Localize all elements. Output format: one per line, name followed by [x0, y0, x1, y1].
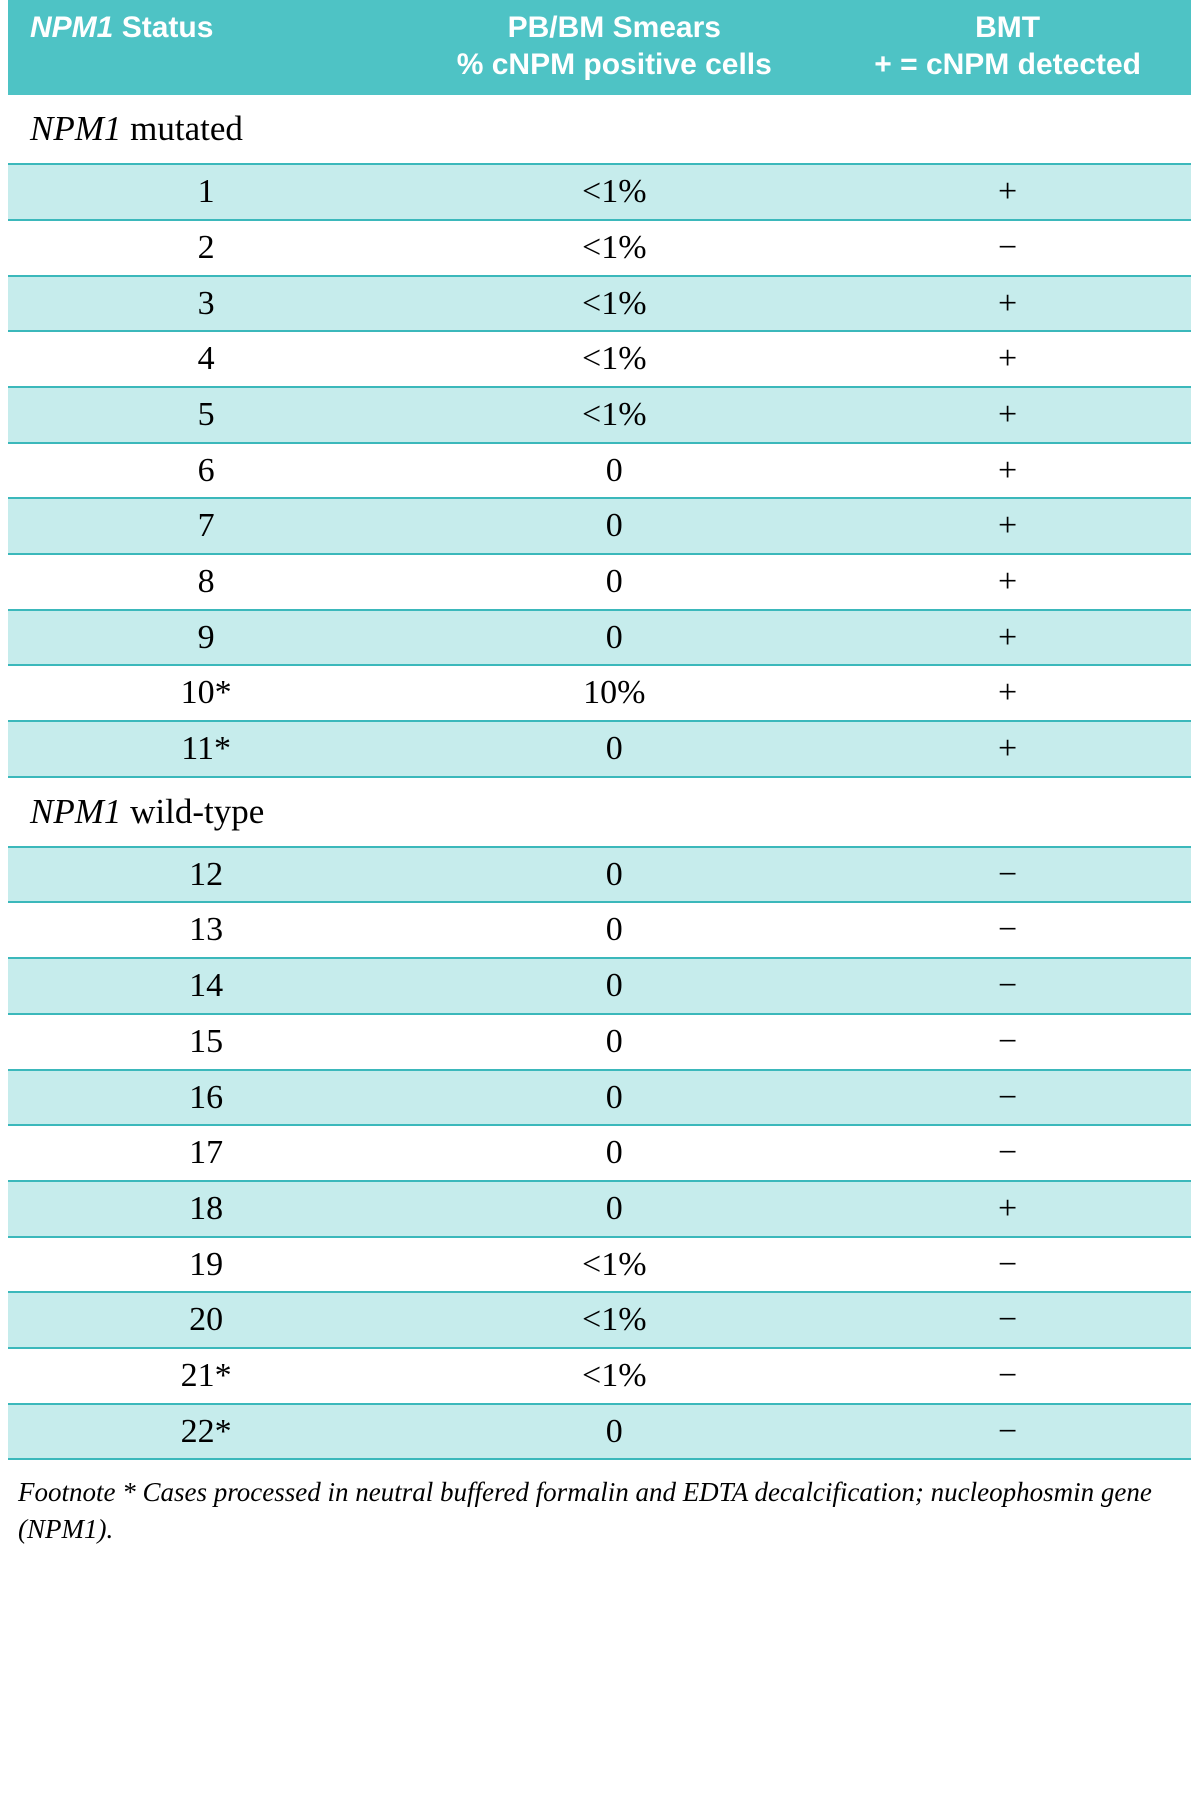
cell-smear-percent: 0: [404, 958, 824, 1014]
cell-smear-percent: <1%: [404, 1237, 824, 1293]
cell-smear-percent: 0: [404, 554, 824, 610]
table-row: [8, 331, 1191, 387]
group-label: [8, 95, 1191, 164]
table-row: [8, 220, 1191, 276]
cell-case-number: 20: [8, 1292, 404, 1348]
cell-smear-percent: 0: [404, 498, 824, 554]
cell-smear-percent: 0: [404, 721, 824, 777]
cell-bmt-result: −: [824, 1292, 1191, 1348]
group-label-rest: mutated: [121, 109, 243, 149]
cell-smear-percent: <1%: [404, 220, 824, 276]
cell-case-number: 22*: [8, 1404, 404, 1460]
cell-case-number: 3: [8, 276, 404, 332]
cell-bmt-result: −: [824, 1237, 1191, 1293]
group-label-rest: wild-type: [121, 791, 265, 831]
table-row: [8, 1348, 1191, 1404]
table-row: [8, 276, 1191, 332]
cell-bmt-result: +: [824, 443, 1191, 499]
cell-smear-percent: 0: [404, 610, 824, 666]
cell-smear-percent: 0: [404, 1125, 824, 1181]
table-row: [8, 498, 1191, 554]
cell-case-number: 8: [8, 554, 404, 610]
cell-bmt-result: +: [824, 164, 1191, 220]
group-label: [8, 777, 1191, 847]
table-row: [8, 387, 1191, 443]
cell-case-number: 16: [8, 1070, 404, 1126]
cell-case-number: 15: [8, 1014, 404, 1070]
cell-bmt-result: +: [824, 387, 1191, 443]
table-row: [8, 847, 1191, 903]
cell-bmt-result: +: [824, 721, 1191, 777]
group-header-row: [8, 777, 1191, 847]
cell-smear-percent: <1%: [404, 331, 824, 387]
cell-bmt-result: −: [824, 958, 1191, 1014]
header-sub-bmt: + = cNPM detected: [874, 47, 1141, 81]
header-italic-npm1: NPM1: [30, 11, 114, 44]
cell-case-number: 4: [8, 331, 404, 387]
cell-smear-percent: 10%: [404, 665, 824, 721]
table-row: [8, 1070, 1191, 1126]
table-row: [8, 443, 1191, 499]
table-row: [8, 164, 1191, 220]
table-row: [8, 1181, 1191, 1237]
cell-bmt-result: +: [824, 331, 1191, 387]
header-rest-status: Status: [113, 11, 214, 44]
group-label-italic: NPM1: [30, 791, 122, 831]
cell-case-number: 5: [8, 387, 404, 443]
table-row: [8, 610, 1191, 666]
cell-case-number: 10*: [8, 665, 404, 721]
cell-smear-percent: 0: [404, 1181, 824, 1237]
cell-bmt-result: +: [824, 1181, 1191, 1237]
group-header-row: [8, 95, 1191, 164]
cell-case-number: 18: [8, 1181, 404, 1237]
cell-bmt-result: +: [824, 498, 1191, 554]
npm1-status-table: [8, 0, 1191, 1460]
cell-case-number: 6: [8, 443, 404, 499]
cell-case-number: 12: [8, 847, 404, 903]
cell-smear-percent: 0: [404, 1014, 824, 1070]
column-header-pb-bm-smears: [404, 0, 824, 95]
table-row: [8, 1125, 1191, 1181]
cell-bmt-result: +: [824, 665, 1191, 721]
header-row: [8, 0, 1191, 95]
cell-bmt-result: −: [824, 1014, 1191, 1070]
header-rest-bmt: BMT: [975, 11, 1041, 44]
cell-case-number: 9: [8, 610, 404, 666]
cell-case-number: 13: [8, 902, 404, 958]
cell-case-number: 14: [8, 958, 404, 1014]
header-rest-smears: PB/BM Smears: [507, 11, 721, 44]
cell-bmt-result: −: [824, 220, 1191, 276]
cell-case-number: 17: [8, 1125, 404, 1181]
cell-case-number: 1: [8, 164, 404, 220]
cell-case-number: 7: [8, 498, 404, 554]
cell-smear-percent: <1%: [404, 1292, 824, 1348]
cell-smear-percent: <1%: [404, 164, 824, 220]
column-header-npm1-status: [8, 0, 404, 95]
cell-smear-percent: <1%: [404, 387, 824, 443]
cell-smear-percent: <1%: [404, 1348, 824, 1404]
table-row: [8, 554, 1191, 610]
cell-bmt-result: −: [824, 1070, 1191, 1126]
cell-case-number: 2: [8, 220, 404, 276]
cell-smear-percent: <1%: [404, 276, 824, 332]
cell-bmt-result: −: [824, 1125, 1191, 1181]
table-row: [8, 958, 1191, 1014]
table-body: [8, 95, 1191, 1459]
cell-bmt-result: −: [824, 902, 1191, 958]
cell-smear-percent: 0: [404, 902, 824, 958]
cell-bmt-result: +: [824, 554, 1191, 610]
header-sub-smears: % cNPM positive cells: [456, 47, 772, 81]
table-row: [8, 1237, 1191, 1293]
table-row: [8, 665, 1191, 721]
table-footnote: Footnote * Cases processed in neutral buffered formalin and EDTA decalcification; nucleophosmin gene (NPM1).: [18, 1477, 1152, 1544]
table-row: [8, 721, 1191, 777]
cell-case-number: 19: [8, 1237, 404, 1293]
cell-bmt-result: −: [824, 847, 1191, 903]
table-row: [8, 1404, 1191, 1460]
table-row: [8, 1292, 1191, 1348]
cell-case-number: 11*: [8, 721, 404, 777]
table-row: [8, 1014, 1191, 1070]
table-header: [8, 0, 1191, 95]
cell-bmt-result: −: [824, 1348, 1191, 1404]
cell-smear-percent: 0: [404, 847, 824, 903]
group-label-italic: NPM1: [30, 109, 122, 149]
cell-smear-percent: 0: [404, 1070, 824, 1126]
table-row: [8, 902, 1191, 958]
cell-smear-percent: 0: [404, 1404, 824, 1460]
cell-bmt-result: −: [824, 1404, 1191, 1460]
cell-bmt-result: +: [824, 276, 1191, 332]
cell-case-number: 21*: [8, 1348, 404, 1404]
column-header-bmt: [824, 0, 1191, 95]
cell-bmt-result: +: [824, 610, 1191, 666]
cell-smear-percent: 0: [404, 443, 824, 499]
